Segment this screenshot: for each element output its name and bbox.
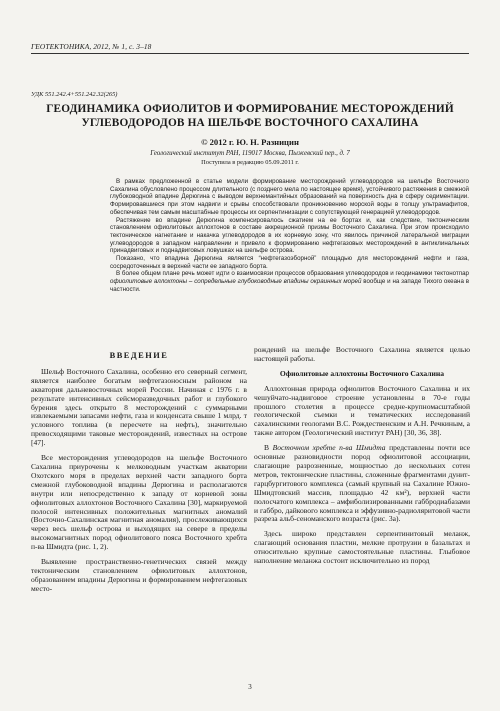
journal-header: ГЕОТЕКТОНИКА, 2012, № 1, с. 3–18 (31, 42, 152, 51)
body-text: представлены почти все основные разновидности пород офиолитовой ассоциации, слагающие разрозненные, мощностью до нескольких сотен метров, тектонические пластины, сложенные фрагментами дунит-гарцбургитового комплекса (самый крупный на Сахалине Южно-Шмидтовский массив, площадью 42 км²), верхней части полосчатого комплекса – амфиболизированными габбродиабазами и габбро, дайкового комплекса и эффузивно-радиоляритовой части разреза альб-сеноманского возраста (рис. 3а). (254, 443, 470, 524)
abstract-paragraph: В рамках предложенной в статье модели формирование месторождений углеводородов на шельфе Восточного Сахалина обусловлено процессом длительного (с позднего мела по настоящее время), устойчивого растяжения в смежной глубоководной впадине Дерюгина с выводом верхнемантийных образований на поверхность дна в сферу седиментации. Формировавшиеся при этом надвиги и срывы способствовали проникновению морской воды в толщу ультрамафитов, обеспечивая тем самым масштабные процессы их серпентинизации с сопутствующей генерацией углеводородов. (110, 178, 469, 216)
left-column (31, 346, 247, 600)
body-paragraph: Выявление пространственно-генетических связей между тектоническим становлением офиолитовых аллохтонов, образованием впадины Дерюгина и формированием нефтегазовых место- (31, 557, 247, 593)
body-paragraph: Шельф Восточного Сахалина, особенно его северный сегмент, является наиболее богатым нефтегазоносным районом на акватория дальневосточных морей России. Начиная с 1976 г. в результате интенсивных сейсморазведочных работ и глубокого бурения здесь открыто 8 месторождений с суммарными извлекаемыми запасами нефти, газа и конденсата свыше 1 млрд. т условного топлива (в пересчете на нефть), значительно превосходящими таковые месторождений, известных на острове [47]. (31, 366, 247, 448)
abstract (110, 178, 469, 294)
abstract-paragraph (110, 270, 469, 293)
title-line-2: УГЛЕВОДОРОДОВ НА ШЕЛЬФЕ ВОСТОЧНОГО САХАЛИНА (81, 116, 419, 129)
body-paragraph-continued: рождений на шельфе Восточного Сахалина является целью настоящей работы. (254, 345, 470, 363)
section-heading: ВВЕДЕНИЕ (109, 351, 169, 360)
body-italic-text: Восточном хребте п-ва Шмидта (272, 443, 386, 453)
article-title (20, 103, 480, 130)
abstract-paragraph: Показано, что впадина Дерюгина является “нефтегазоэборной” площадью для месторождений нефти и газа, сосредоточенных в верхней части ее западного борта. (110, 255, 469, 270)
body-paragraph: Аллохтонная природа офиолитов Восточного Сахалина и их чешуйчато-надвиговое строение установлены в 70-е годы прошлого столетия в процессе средне-крупномасштабной геологической съемки и тематических исследований сахалинскими геологами В.С. Рождественским и А.Н. Речкиным, а также автором (Геологический институт РАН) [30, 36, 38]. (254, 383, 470, 438)
affiliation: Геологический институт РАН, 119017 Москва, Пыжевский пер., д. 7 (150, 150, 350, 157)
body-paragraph: Здесь широко представлен серпентинитовый меланж, слагающий основания пластин, мелкие протрузии в базальтах и относительно крупные самостоятельные пластины. Глыбовое наполнение меланжа состоит исключительно из пород (254, 529, 470, 566)
abstract-italic-text: офиолитовые аллохтоны – сопредельные глубоководные впадины окраинных морей (110, 278, 362, 286)
body-paragraph (254, 444, 470, 524)
author-line: © 2012 г. Ю. Н. Разницин (201, 137, 299, 147)
body-text: В (264, 443, 273, 453)
right-column (254, 346, 470, 572)
abstract-text: В более общем плане речь может идти о взаимосвязи процессов образования углеводородов и геодинамики тектонотпар (116, 270, 469, 278)
abstract-paragraph: Растяжение во впадине Дерюгина компенсировалось сжатием на ее бортах и, как следствие, тектоническим становлением офиолитовых аллохтонов в составе аккреционной призмы Восточного Сахалина. При этом происходило тектоническое нагнетание и накачка углеводородов в их корневую зону, что явилось причиной латеральной миграции углеводородов в западном направлении и привело к формированию нефтегазовых месторождений в антиклинальных принадвиговых и поднадвиговых ловушках на шельфе острова. (110, 216, 469, 255)
received-date: Поступила в редакцию 05.09.2011 г. (201, 159, 299, 166)
page-number: 3 (248, 683, 252, 691)
abstract-text: вообще и на западе Тихого океана в частности. (110, 278, 469, 293)
subsection-heading: Офиолитовые аллохтоны Восточного Сахалина (279, 368, 445, 378)
udk-code: УДК 551.242.4+551.242.32(265) (31, 91, 118, 98)
header-rule (31, 53, 469, 54)
title-line-1: ГЕОДИНАМИКА ОФИОЛИТОВ И ФОРМИРОВАНИЕ МЕСТОРОЖДЕНИЙ (46, 103, 454, 115)
body-paragraph: Все месторождения углеводородов на шельфе Восточного Сахалина приурочены к мелководным участкам акватории Охотского моря в пределах верхней части западного борта смежной глубоководной впадины Дерюгина и располагаются внутри или непосредственно к западу от корневой зоны офиолитовых аллохтонов Восточного Сахалина [30], маркируемой полосой интенсивных положительных магнитных аномалий (Восточно-Сахалинская магнитная аномалия), прослеживающихся через весь шельф острова и выходящих на севере в пределы высокомагнитных пород офиолитового пояса Восточного хребта п-ва Шмидта (рис. 1, 2). (31, 453, 247, 552)
